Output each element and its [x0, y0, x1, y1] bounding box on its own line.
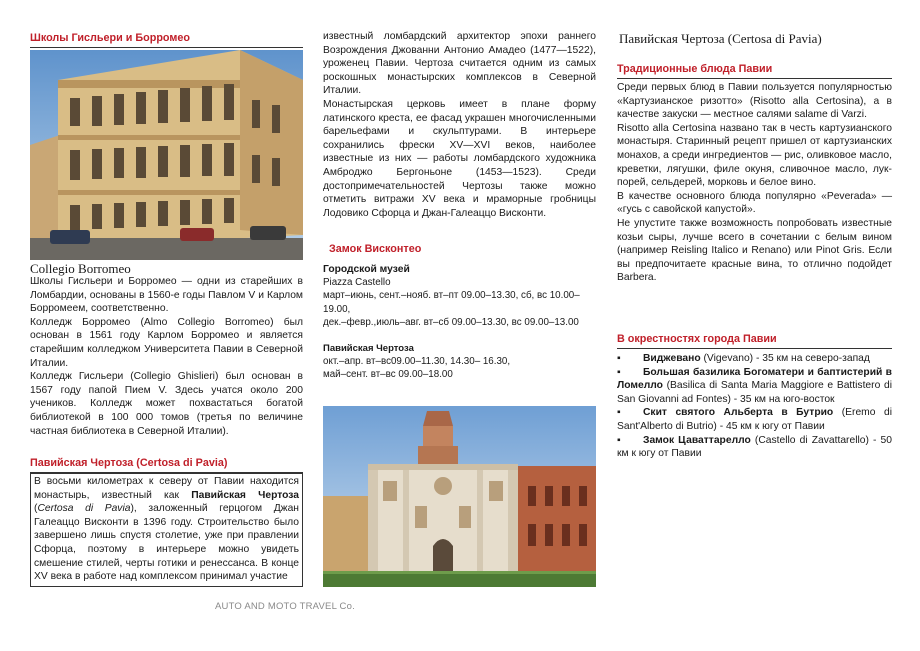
photo-certosa-facade: [323, 406, 596, 587]
museum-title: Городской музей: [323, 264, 410, 275]
place-name: Виджевано: [643, 353, 701, 364]
list-item: [617, 352, 892, 366]
text-fragment: В восьми километрах к северу от Павии находится монастырь, известный как: [34, 476, 299, 501]
section-heading-dishes: Традиционные блюда Павии: [617, 63, 892, 79]
column-title: Павийская Чертоза (Certosa di Pavia): [619, 31, 822, 46]
paragraph-borromeo: Колледж Борромео (Almo Collegio Borromeo) был основан в 1561 году Карлом Борромео и является старейшим колледжом Университета Павии в Северной Италии.: [30, 316, 303, 369]
paragraph-risotto-recipe: Risotto alla Certosina названо так в честь картузианского монастыря. Старинный рецепт пришел от картузианских монахов, а среди ингредиентов — рис, оливковое масло, креветки, лягушки, филе окуня, сливочное масло, лук-порей, сельдерей, морковь и белое вино.: [617, 122, 892, 189]
paragraph-amadeo: известный ломбардский архитектор эпохи раннего Возрождения Джованни Антонио Амадео (1477—1522), уроженец Павии. Чертоза считается одним из самых роскошных монастырских комплексов в Северной Италии.: [323, 31, 596, 97]
certosa-facade-illustration: [323, 406, 596, 587]
certosa-name-bold: Павийская Чертоза: [191, 489, 299, 501]
list-item: [617, 366, 892, 407]
bullet-icon: ▪: [617, 353, 621, 364]
paragraph-church: Монастырская церковь имеет в плане форму латинского креста, ее фасад украшен многочисленными барельефами и скульптурами. В интерьере сохранились фрески XV—XVI веков, наиболее известные из них — работы ломбардского художника Амброджо Бергоньоне (1453—1523). Среди достопримечательностей Чертозы также можно отметить витражи XV века и мраморные гробницы Лодовико Сфорца и Джан-Галеаццо Висконти.: [323, 98, 596, 219]
section-heading-castle: Замок Висконтео: [329, 243, 422, 255]
place-details: (Vigevano) - 35 км на северо-запад: [700, 353, 870, 364]
section-heading-certosa: Павийская Чертоза (Certosa di Pavia): [30, 457, 303, 473]
photo-caption: Collegio Borromeo: [30, 261, 131, 276]
place-name: Скит святого Альберта в Бутрио: [643, 407, 834, 419]
certosa-hours-title: Павийская Чертоза: [323, 343, 414, 355]
museum-hours-1: март–июнь, сент.–нояб. вт–пт 09.00–13.30, сб, вс 10.00–19.00,: [323, 290, 580, 315]
text-fragment: (: [34, 503, 38, 515]
list-item: [617, 406, 892, 433]
collegio-borromeo-illustration: [30, 50, 303, 260]
museum-address: Piazza Castello: [323, 277, 391, 289]
paragraph-schools-intro: Школы Гисльери и Борромео — одни из старейших в Ломбардии, основаны в 1560-е годы Павлом V и Карлом Борромеем, соответственно.: [30, 276, 303, 315]
footer-company: AUTO AND MOTO TRAVEL Co.: [215, 601, 355, 612]
certosa-hours-1: окт.–апр. вт–вс09.00–11.30, 14.30– 16.30,: [323, 356, 511, 368]
place-details: (Castello di Zavattarello) - 50 км к югу от Павии: [617, 434, 892, 460]
place-details: (Eremo di Sant'Alberto di Butrio) - 45 км к югу от Павии: [617, 407, 892, 432]
surroundings-list: [617, 352, 892, 461]
place-name: Замок Цаваттарелло: [643, 434, 751, 446]
certosa-name-italic: Certosa di Pavia: [37, 503, 131, 515]
list-item: [617, 434, 892, 461]
museum-hours-2: дек.–февр.,июль–авг. вт–сб 09.00–13.30, вс 09.00–13.00: [323, 316, 579, 328]
bullet-icon: ▪: [617, 434, 621, 446]
paragraph-wines: Не упустите также возможность попробовать известные козьи сыры, лучше всего в сочетании с белым вином (например Reisling Italico и Renano) или Pinot Gris. Если вы предпочитаете красные вина, то отлично подойдет Barbera.: [617, 217, 892, 284]
bullet-icon: ▪: [617, 407, 621, 419]
place-name: Большая базилика Богоматери и баптистерий в Ломелло: [617, 366, 892, 392]
paragraph-peverada: В качестве основного блюда популярно «Peverada» — «гусь с савойской капустой».: [617, 190, 892, 216]
paragraph-certosa-intro: [34, 475, 299, 584]
paragraph-ghislieri: Колледж Гисльери (Collegio Ghislieri) был основан в 1567 году папой Пием V. Здесь учатся около 200 учеников. Колледж может похвастаться богатой библиотекой в 100 000 томов (третья по величине частная библиотека в Северной Италии).: [30, 371, 303, 437]
certosa-text-box: [30, 473, 303, 587]
bullet-icon: ▪: [617, 366, 621, 378]
text-fragment: ), заложенный герцогом Джан Галеаццо Висконти в 1396 году. Строительство было завершено лишь спустя столетие, уже при правлении Сфорца, поэтому в интерьере можно увидеть смешение стилей, черты готики и ренессанса. В конце XV века в работе над комплексом принимал участие: [34, 503, 299, 583]
place-details: (Basilica di Santa Maria Maggiore e Battistero di San Giovanni ad Fontes) - 35 км на юго-восток: [617, 380, 892, 405]
certosa-hours-2: май–сент. вт–вс 09.00–18.00: [323, 369, 453, 381]
paragraph-risotto-intro: Среди первых блюд в Павии пользуется популярностью «Картузианское ризотто» (Risotto alla Certosina), а в качестве закуски — местное салями salame di Varzi.: [617, 82, 892, 121]
section-heading-schools: Школы Гисльери и Борромео: [30, 32, 303, 48]
section-heading-surroundings: В окрестностях города Павии: [617, 333, 892, 349]
photo-collegio-borromeo: [30, 50, 303, 260]
